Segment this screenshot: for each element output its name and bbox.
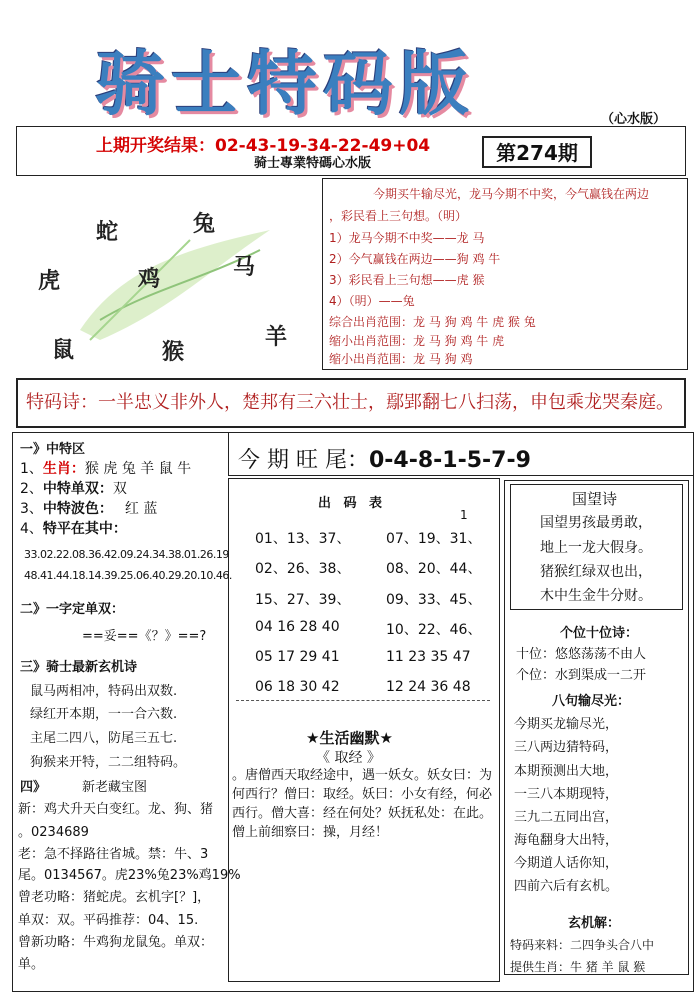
pred-line: 综合出肖范围：龙 马 狗 鸡 牛 虎 猴 兔 [329, 315, 536, 329]
bajiu-title: 八句输尽光： [552, 694, 631, 709]
sec4-title: 四》 [20, 780, 47, 795]
sec1-item: 1、生肖：猴 虎 兔 羊 鼠 牛 [20, 461, 192, 477]
sec4-line: 曾老功略：猪蛇虎。玄机字[？]， [18, 890, 211, 905]
code-cell: 07、19、31、 [386, 531, 482, 547]
issue-number: 第274期 [482, 136, 592, 168]
poem-text: 特码诗：一半忠义非外人，楚邦有三六壮士，鄢郢翻七八扫荡，申包乘龙哭秦庭。 [26, 392, 674, 413]
sec4-line: 曾新功略：牛鸡狗龙鼠兔。单双： [18, 935, 214, 950]
prediction-box [322, 178, 688, 370]
sec4-line: 新：鸡犬升天白变红。龙、狗、猪 [18, 802, 214, 817]
code-cell: 08、20、44、 [386, 561, 482, 577]
result-label: 上期开奖结果： [96, 136, 215, 156]
code-cell: 02、26、38、 [255, 561, 351, 577]
sec1-item: 3、中特波色： 红 蓝 [20, 501, 158, 517]
sec2-text: ==妥==《？》==? [82, 629, 207, 644]
codes-title: 出 码 表 [318, 496, 387, 511]
humor-subtitle: 《 取经 》 [316, 750, 381, 766]
code-cell: 15、27、39、 [255, 592, 351, 608]
tail-value: 0-4-8-1-5-7-9 [368, 448, 531, 473]
sec4-line: 尾。0134567。虎23%兔23%鸡19% [18, 868, 241, 883]
sec3-line: 鼠马两相冲，特码出双数. [30, 684, 178, 699]
sec3-line: 绿红开本期，一一合六数. [30, 707, 178, 722]
code-cell: 12 24 36 48 [386, 679, 471, 695]
pred-line: 3）彩民看上三句想——虎 猴 [329, 273, 485, 287]
page-title: 骑士特码版 [95, 42, 475, 125]
subtitle: 骑士專業特碼心水版 [254, 156, 372, 171]
bajiu-line: 本期预测出大地， [514, 764, 619, 779]
edition-label: （心水版） [600, 112, 666, 127]
pred-line: 2）今气赢钱在两边——狗 鸡 牛 [329, 252, 501, 266]
pred-line: 1）龙马今期不中奖——龙 马 [329, 231, 485, 245]
guowang-line: 地上一龙大假身。 [540, 540, 652, 556]
sec1-item: 2、中特单双：双 [20, 481, 127, 497]
bajiu-line: 一三八本期现特， [514, 787, 619, 802]
sec4-line: 单。 [18, 957, 45, 972]
bajiu-line: 四前六后有玄机。 [514, 879, 619, 894]
humor-title: ★生活幽默★ [306, 729, 393, 747]
humor-text: 。唐僧西天取经途中，遇一妖女。妖女曰：为何西行？僧曰：取经。妖曰：小女有经，何必西行。僧大喜：经在何处？妖抚私处：在此。僧上前细察曰：操，月经！ [232, 768, 493, 840]
bajiu-line: 今期道人话你知， [514, 856, 619, 871]
code-cell: 10、22、46、 [386, 622, 482, 638]
zodiac-snake: 蛇 [96, 219, 119, 245]
bajiu-line: 三九二五同出宫， [514, 810, 619, 825]
guowang-line: 木中生金牛分财。 [540, 588, 652, 604]
zodiac-horse: 马 [233, 254, 256, 280]
tail-row [238, 443, 531, 474]
result-numbers: 02-43-19-34-22-49+04 [215, 136, 431, 156]
guowang-line: 国望男孩最勇敢， [540, 515, 652, 531]
pred-line: ，彩民看上三句想。（明） [329, 209, 468, 223]
zodiac-goat: 羊 [265, 324, 288, 350]
guowang-title: 国望诗 [572, 490, 618, 508]
guowang-line: 猪猴红绿双也出， [540, 564, 652, 580]
code-cell: 04 16 28 40 [255, 619, 340, 635]
numbers-line: 33.02.22.08.36.42.09.24.34.38.01.26.19 [24, 548, 229, 561]
numbers-line: 48.41.44.18.14.39.25.06.40.29.20.10.46. [24, 569, 232, 582]
pred-line: 缩小出肖范围：龙 马 狗 鸡 [329, 352, 473, 366]
xuanji-line: 提供生肖：牛 猪 羊 鼠 猴 [510, 960, 646, 974]
xuanji-line: 特码来料：二四争头合八中 [510, 938, 655, 952]
zodiac-rat: 鼠 [52, 337, 75, 363]
bajiu-line: 三八两边猜特码， [514, 740, 619, 755]
pred-line: 缩小出肖范围：龙 马 狗 鸡 牛 虎 [329, 334, 505, 348]
sec4-line: 。0234689 [18, 825, 89, 840]
codes-mark: 1 [460, 508, 468, 522]
digit-line: 个位：水到渠成一二开 [516, 668, 647, 683]
code-cell: 05 17 29 41 [255, 649, 340, 665]
code-cell: 01、13、37、 [255, 531, 351, 547]
sec3-title: 三》骑士最新玄机诗 [20, 660, 138, 675]
pred-line: 4）（明）——兔 [329, 294, 415, 308]
xuanji-title: 玄机解： [568, 916, 621, 931]
sec1-item: 4、特平在其中： [20, 521, 127, 537]
code-cell: 11 23 35 47 [386, 649, 471, 665]
bajiu-line: 今期买龙输尽光， [514, 717, 619, 732]
pred-line: 今期买牛输尽光，龙马今期不中奖，今气赢钱在两边 [373, 187, 650, 201]
sec4-line: 单双：双。平码推荐：04、15. [18, 913, 199, 928]
sec3-line: 主尾二四八，防尾三五七. [30, 731, 178, 746]
digit-title: 个位十位诗： [560, 626, 639, 641]
code-cell: 09、33、45、 [386, 592, 482, 608]
zodiac-rooster: 鸡 [138, 266, 161, 292]
sec4-line: 老：急不择路往省城。禁：牛、3 [18, 847, 209, 862]
code-cell: 06 18 30 42 [255, 679, 340, 695]
sec2-title: 二》一字定单双： [20, 602, 125, 617]
zodiac-rabbit: 兔 [193, 211, 216, 237]
zodiac-tiger: 虎 [38, 268, 61, 294]
dotted-divider [236, 700, 490, 701]
digit-line: 十位：悠悠荡荡不由人 [516, 647, 647, 662]
zodiac-monkey: 猴 [162, 339, 185, 365]
sec4-subtitle: 新老藏宝图 [82, 780, 148, 795]
bajiu-line: 海龟翻身大出特， [514, 833, 619, 848]
sec3-line: 狗猴来开特，二二组特码。 [30, 755, 187, 770]
tail-label: 今 期 旺 尾： [238, 448, 369, 473]
sec1-title: 一》中特区 [20, 442, 86, 457]
